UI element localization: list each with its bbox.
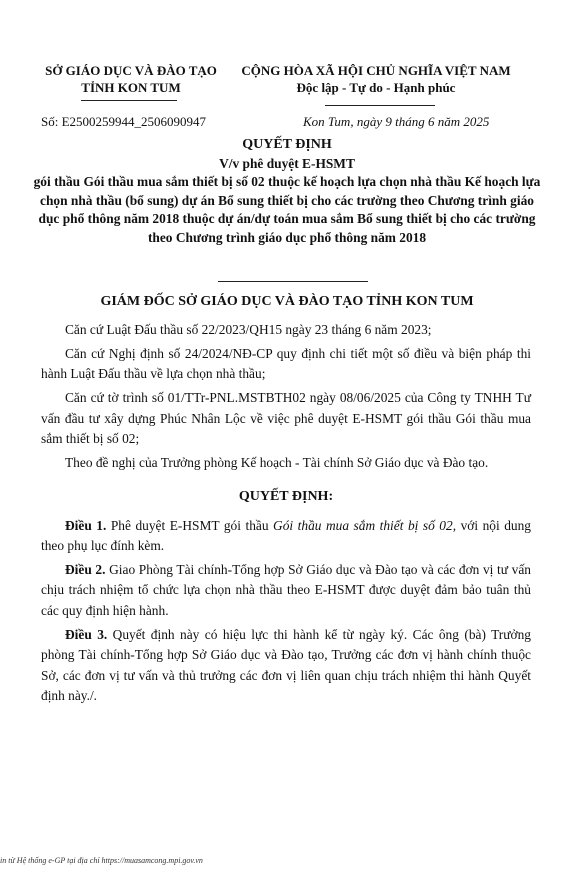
agency-province: TỈNH KON TUM xyxy=(81,80,181,95)
document-number: Số: E2500259944_2506090947 xyxy=(41,114,207,129)
document-title xyxy=(30,136,544,248)
article-3 xyxy=(41,625,531,707)
article-2-label: Điều 2. xyxy=(65,562,106,578)
agency-name: SỞ GIÁO DỤC VÀ ĐÀO TẠO xyxy=(45,63,217,78)
article-1-text-post: với nội dung theo phụ lục đính kèm. xyxy=(41,517,531,554)
legal-basis-2: Căn cứ Nghị định số 24/2024/NĐ-CP quy định chi tiết một số điều và biện pháp thi hành Luật Đấu thầu về lựa chọn nhà thầu; xyxy=(41,345,531,382)
article-1-package-name: Gói thầu mua sắm thiết bị số 02, xyxy=(273,517,457,533)
nation-name: CỘNG HÒA XÃ HỘI CHỦ NGHĨA VIỆT NAM xyxy=(241,63,511,78)
motto-underline xyxy=(325,105,435,106)
issuing-authority: GIÁM ĐỐC SỞ GIÁO DỤC VÀ ĐÀO TẠO TỈNH KON TUM xyxy=(100,294,474,309)
legal-basis-4: Theo đề nghị của Trưởng phòng Kế hoạch - Tài chính Sở Giáo dục và Đào tạo. xyxy=(65,454,489,470)
title-underline xyxy=(218,281,368,282)
nation-motto: Độc lập - Tự do - Hạnh phúc xyxy=(296,80,456,95)
article-3-text: Quyết định này có hiệu lực thi hành kể từ ngày ký. Các ông (bà) Trưởng phòng Tài chính-Tổng hợp Sở Giáo dục và Đào tạo, Trưởng các đơn vị hành chính thuộc Sở, các đơn vị tư vấn và thủ trưởng các đơn vị liên quan chịu trách nhiệm thi hành Quyết định này./. xyxy=(41,626,531,703)
document-subject-prefix: V/v phê duyệt E-HSMT xyxy=(219,155,355,171)
agency-underline xyxy=(81,100,177,101)
legal-basis-1: Căn cứ Luật Đấu thầu số 22/2023/QH15 ngày 23 tháng 6 năm 2023; xyxy=(65,322,432,337)
article-1-text-pre: Phê duyệt E-HSMT gói thầu xyxy=(106,517,274,533)
article-1-label: Điều 1. xyxy=(65,517,107,533)
agency-header xyxy=(36,62,226,96)
article-1 xyxy=(41,516,531,557)
egp-footer-note: in từ Hệ thống e-GP tại địa chỉ https://muasamcong.mpi.gov.vn xyxy=(0,856,203,865)
legal-basis-3: Căn cứ tờ trình số 01/TTr-PNL.MSTBTH02 ngày 08/06/2025 của Công ty TNHH Tư vấn đầu tư xây dựng Phúc Nhân Lộc về việc phê duyệt E-HSMT gói thầu Gói thầu mua sắm thiết bị số 02; xyxy=(41,390,531,447)
article-3-label: Điều 3. xyxy=(65,626,108,642)
document-body xyxy=(41,320,531,710)
document-type: QUYẾT ĐỊNH xyxy=(242,137,332,152)
document-subject: gói thầu Gói thầu mua sắm thiết bị số 02 thuộc kế hoạch lựa chọn nhà thầu Kế hoạch lựa chọn nhà thầu (bổ sung) dự án Bổ sung thiết bị cho các trường theo Chương trình giáo dục phổ thông năm 2018 thuộc dự án/dự toán mua sắm Bổ sung thiết bị cho các trường theo Chương trình giáo dục phổ thông năm 2018 xyxy=(33,174,541,245)
place-date: Kon Tum, ngày 9 tháng 6 năm 2025 xyxy=(303,114,490,129)
decision-heading: QUYẾT ĐỊNH: xyxy=(238,489,334,505)
article-2-text: Giao Phòng Tài chính-Tổng hợp Sở Giáo dục và Đào tạo và các đơn vị tư vấn chịu trách nhiệm tổ chức lựa chọn nhà thầu theo E-HSMT được duyệt đảm bảo tuân thủ các quy định hiện hành. xyxy=(41,562,531,618)
national-header xyxy=(224,62,528,96)
article-2 xyxy=(41,560,531,621)
